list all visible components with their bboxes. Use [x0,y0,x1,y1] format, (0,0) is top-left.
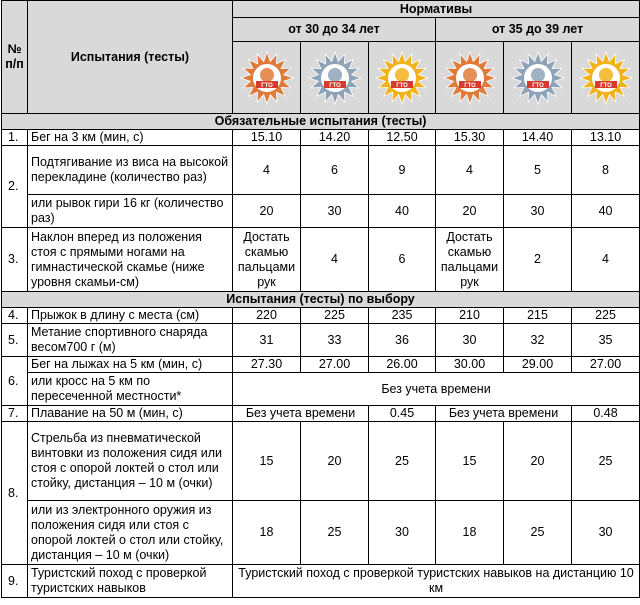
svg-text:ГТО: ГТО [396,82,408,89]
value-cell: Достать скамью пальцами рук [436,228,504,292]
value-cell: 25 [572,422,640,501]
table-row [2,130,640,146]
value-cell: 220 [233,308,301,324]
row-number: 9. [2,565,28,598]
value-cell: 31 [233,324,301,357]
value-cell: 25 [504,501,572,565]
merged-value-cell: Туристский поход с проверкой туристских навыков на дистанцию 10 км [233,565,640,598]
value-cell: 225 [572,308,640,324]
value-cell: 2 [504,228,572,292]
row-number: 8. [2,422,28,565]
value-cell: Достать скамью пальцами рук [233,228,301,292]
table-row [2,565,640,598]
value-cell: 27.00 [301,357,369,373]
value-cell: 26.00 [369,357,436,373]
value-cell: 225 [301,308,369,324]
table-row [2,422,640,501]
value-cell: 14.40 [504,130,572,146]
row-number: 2. [2,146,28,228]
badge-cell [369,42,436,114]
test-name: или рывок гири 16 кг (количество раз) [28,195,233,228]
value-cell: 30 [572,501,640,565]
age-group-35-39: от 35 до 39 лет [436,18,640,42]
value-cell: 25 [301,501,369,565]
svg-text:ГТО: ГТО [599,82,612,89]
value-cell: 15 [436,422,504,501]
test-name: Стрельба из пневматической винтовки из положения сидя или стоя с опорой локтей о стол или стойку, дистанция – 10 м (очки) [28,422,233,501]
table-row [2,357,640,373]
svg-text:ГТО: ГТО [531,82,544,89]
num-header: № п/п [2,1,28,114]
value-cell: 4 [572,228,640,292]
svg-text:ГТО: ГТО [328,82,341,89]
gold-badge-icon [579,47,633,109]
value-cell: 20 [436,195,504,228]
value-cell: 15.10 [233,130,301,146]
value-cell: 0.48 [572,406,640,422]
value-cell: 30.00 [436,357,504,373]
row-number: 1. [2,130,28,146]
value-cell: 40 [369,195,436,228]
badge-cell [436,42,504,114]
gold-badge-icon [375,47,429,109]
value-cell: 36 [369,324,436,357]
test-name: Плавание на 50 м (мин, с) [28,406,233,422]
value-cell: 20 [504,422,572,501]
row-number: 4. [2,308,28,324]
table-row [2,146,640,195]
table-row [2,324,640,357]
value-cell: 13.10 [572,130,640,146]
merged-value-cell: Без учета времени [233,373,640,406]
value-cell: 4 [301,228,369,292]
value-cell: 30 [369,501,436,565]
merged-value-cell: Без учета времени [233,406,369,422]
value-cell: 27.00 [572,357,640,373]
silver-badge-icon [511,47,565,109]
test-name: Метание спортивного снаряда весом700 г (м) [28,324,233,357]
value-cell: 215 [504,308,572,324]
row-number: 5. [2,324,28,357]
svg-text:ГТО: ГТО [260,82,273,89]
value-cell: 14.20 [301,130,369,146]
value-cell: 18 [436,501,504,565]
value-cell: 0.45 [369,406,436,422]
table-row [2,195,640,228]
value-cell: 9 [369,146,436,195]
test-name: или из электронного оружия из положения сидя или стоя с опорой локтей о стол или стойку, дистанция – 10 м (очки) [28,501,233,565]
table-row [2,308,640,324]
value-cell: 35 [572,324,640,357]
value-cell: 40 [572,195,640,228]
bronze-badge-icon [240,47,294,109]
norms-header: Нормативы [233,1,640,18]
value-cell: 12.50 [369,130,436,146]
badge-cell [504,42,572,114]
value-cell: 30 [301,195,369,228]
silver-badge-icon [308,47,362,109]
value-cell: 5 [504,146,572,195]
test-name: Наклон вперед из положения стоя с прямыми ногами на гимнастической скамье (ниже уровня скамьи-см) [28,228,233,292]
test-name: Туристский поход с проверкой туристских навыков [28,565,233,598]
table-row [2,373,640,406]
value-cell: 29.00 [504,357,572,373]
value-cell: 6 [369,228,436,292]
value-cell: 32 [504,324,572,357]
tests-header: Испытания (тесты) [28,1,233,114]
table-row [2,406,640,422]
test-name: Бег на лыжах на 5 км (мин, с) [28,357,233,373]
badge-cell [233,42,301,114]
value-cell: 20 [233,195,301,228]
row-number: 3. [2,228,28,292]
test-name: или кросс на 5 км по пересеченной местности* [28,373,233,406]
value-cell: 6 [301,146,369,195]
value-cell: 33 [301,324,369,357]
gto-norms-table [1,0,640,598]
test-name: Бег на 3 км (мин, с) [28,130,233,146]
value-cell: 8 [572,146,640,195]
section-optional: Испытания (тесты) по выбору [2,292,640,308]
age-group-30-34: от 30 до 34 лет [233,18,436,42]
svg-text:ГТО: ГТО [463,82,476,89]
row-number: 6. [2,357,28,406]
test-name: Прыжок в длину с места (см) [28,308,233,324]
bronze-badge-icon [443,47,497,109]
value-cell: 210 [436,308,504,324]
section-mandatory: Обязательные испытания (тесты) [2,114,640,130]
value-cell: 30 [436,324,504,357]
test-name: Подтягивание из виса на высокой перекладине (количество раз) [28,146,233,195]
value-cell: 20 [301,422,369,501]
row-number: 7. [2,406,28,422]
value-cell: 4 [436,146,504,195]
value-cell: 15 [233,422,301,501]
merged-value-cell: Без учета времени [436,406,572,422]
value-cell: 15.30 [436,130,504,146]
value-cell: 30 [504,195,572,228]
table-row [2,501,640,565]
badge-cell [572,42,640,114]
value-cell: 25 [369,422,436,501]
badge-cell [301,42,369,114]
value-cell: 27.30 [233,357,301,373]
value-cell: 4 [233,146,301,195]
table-row [2,228,640,292]
value-cell: 235 [369,308,436,324]
value-cell: 18 [233,501,301,565]
